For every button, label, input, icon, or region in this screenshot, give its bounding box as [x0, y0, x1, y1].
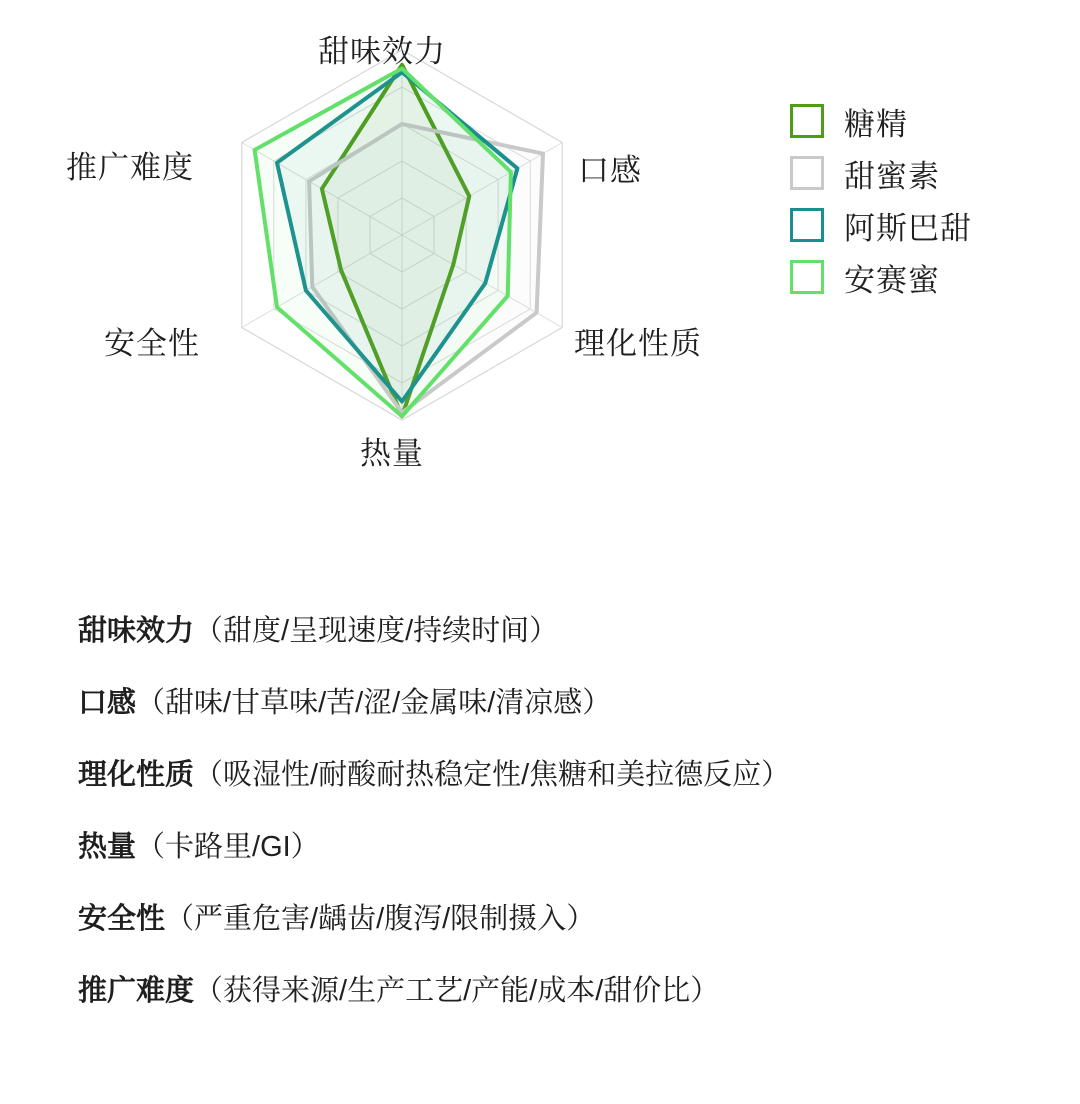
legend-swatch-icon-1	[790, 156, 824, 190]
definition-row-0	[78, 595, 1068, 667]
legend-label-0: 糖精	[844, 106, 908, 142]
definition-row-2	[78, 739, 1068, 811]
legend-item-2	[790, 199, 972, 251]
definition-detail-1: （甜味/甘草味/苦/涩/金属味/清凉感）	[136, 687, 612, 719]
definition-term-3: 热量	[78, 831, 137, 863]
definition-term-5: 推广难度	[78, 975, 195, 1007]
radar-chart-area	[0, 0, 1080, 500]
legend-swatch-icon-3	[790, 260, 824, 294]
axis-label-4: 安全性	[104, 326, 200, 361]
legend-label-1: 甜蜜素	[844, 158, 940, 194]
axis-label-1: 口感	[578, 153, 642, 188]
definition-detail-2: （吸湿性/耐酸耐热稳定性/焦糖和美拉德反应）	[194, 759, 791, 791]
definition-detail-0: （甜度/呈现速度/持续时间）	[194, 615, 559, 647]
definition-row-1	[78, 667, 1068, 739]
definition-term-2: 理化性质	[78, 759, 195, 791]
definition-row-5	[78, 955, 1068, 1027]
legend-swatch-icon-0	[790, 104, 824, 138]
legend-item-3	[790, 251, 972, 303]
legend-item-0	[790, 95, 972, 147]
definition-row-4	[78, 883, 1068, 955]
definition-term-4: 安全性	[78, 903, 166, 935]
axis-label-3: 热量	[360, 436, 424, 471]
definition-term-0: 甜味效力	[78, 615, 195, 647]
axis-label-2: 理化性质	[574, 326, 702, 361]
definition-term-1: 口感	[78, 687, 137, 719]
legend-label-2: 阿斯巴甜	[844, 210, 972, 246]
legend-label-3: 安赛蜜	[844, 262, 940, 298]
definition-detail-3: （卡路里/GI）	[136, 831, 320, 863]
axis-label-5: 推广难度	[66, 150, 194, 185]
legend-item-1	[790, 147, 972, 199]
definitions-list	[78, 595, 1068, 1027]
radar-chart-svg	[100, 10, 720, 470]
definition-detail-4: （严重危害/龋齿/腹泻/限制摄入）	[165, 903, 596, 935]
legend-swatch-icon-2	[790, 208, 824, 242]
axis-label-0: 甜味效力	[318, 34, 446, 69]
radar-series-安赛蜜	[255, 69, 511, 417]
definition-row-3	[78, 811, 1068, 883]
chart-legend	[790, 95, 972, 303]
definition-detail-5: （获得来源/生产工艺/产能/成本/甜价比）	[194, 975, 720, 1007]
